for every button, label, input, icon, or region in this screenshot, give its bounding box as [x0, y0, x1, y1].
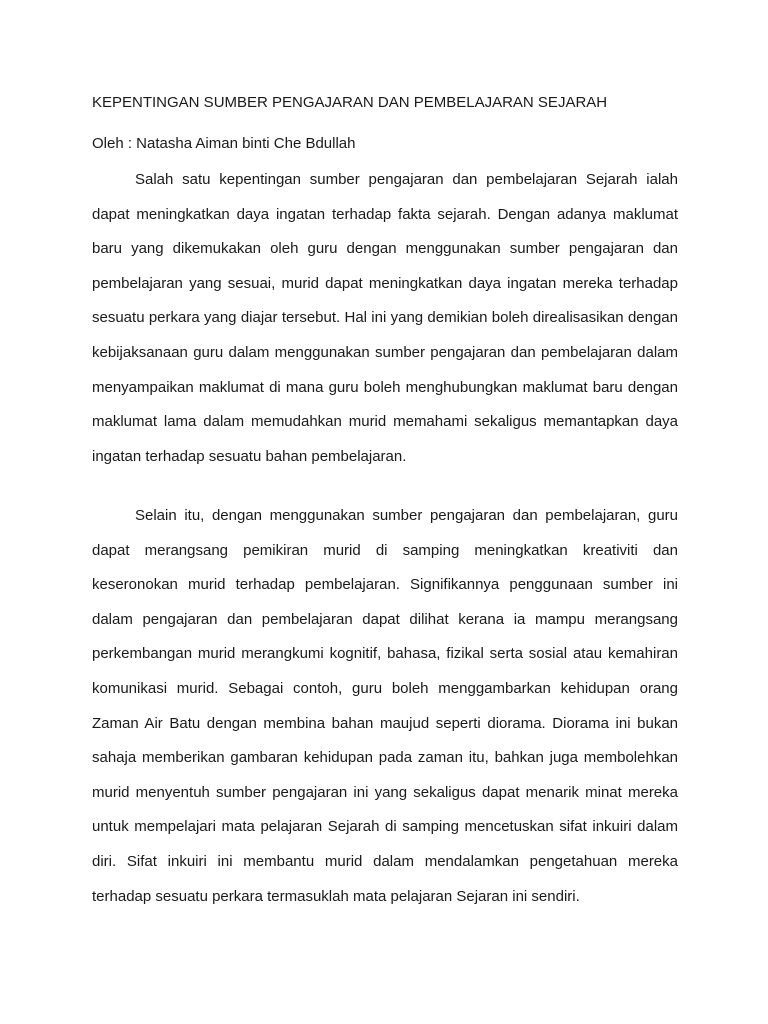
paragraph-line: dalam pengajaran dan pembelajaran dapat dilihat kerana ia mampu merangsang	[92, 610, 678, 628]
paragraph-line: dapat meningkatkan daya ingatan terhadap fakta sejarah. Dengan adanya maklumat	[92, 205, 678, 223]
paragraph-line: menyampaikan maklumat di mana guru boleh menghubungkan maklumat baru dengan	[92, 378, 678, 396]
paragraph-line: untuk mempelajari mata pelajaran Sejarah di samping mencetuskan sifat inkuiri dalam	[92, 818, 678, 836]
paragraph-line: sahaja memberikan gambaran kehidupan pada zaman itu, bahkan juga membolehkan	[92, 749, 678, 767]
author-line: Oleh : Natasha Aiman binti Che Bdullah	[92, 135, 356, 152]
paragraph-line: maklumat lama dalam memudahkan murid memahami sekaligus memantapkan daya	[92, 413, 678, 431]
paragraph-line: komunikasi murid. Sebagai contoh, guru boleh menggambarkan kehidupan orang	[92, 679, 678, 697]
paragraph-line: murid menyentuh sumber pengajaran ini yang sekaligus dapat menarik minat mereka	[92, 783, 678, 801]
paragraph-line: Salah satu kepentingan sumber pengajaran dan pembelajaran Sejarah ialah	[135, 171, 678, 188]
paragraph-line: diri. Sifat inkuiri ini membantu murid dalam mendalamkan pengetahuan mereka	[92, 852, 678, 870]
paragraph-2	[92, 507, 678, 922]
paragraph-line: ingatan terhadap sesuatu bahan pembelajaran.	[92, 447, 407, 465]
paragraph-line: kebijaksanaan guru dalam menggunakan sumber pengajaran dan pembelajaran dalam	[92, 343, 678, 361]
document-title: KEPENTINGAN SUMBER PENGAJARAN DAN PEMBELAJARAN SEJARAH	[92, 94, 608, 111]
paragraph-line: pembelajaran yang sesuai, murid dapat meningkatkan daya ingatan mereka terhadap	[92, 274, 678, 292]
paragraph-line: Zaman Air Batu dengan membina bahan maujud seperti diorama. Diorama ini bukan	[92, 714, 678, 732]
paragraph-line: terhadap sesuatu perkara termasuklah mata pelajaran Sejaran ini sendiri.	[92, 887, 580, 905]
paragraph-line: keseronokan murid terhadap pembelajaran. Signifikannya penggunaan sumber ini	[92, 576, 678, 594]
paragraph-line: Selain itu, dengan menggunakan sumber pengajaran dan pembelajaran, guru	[135, 507, 678, 524]
paragraph-line: dapat merangsang pemikiran murid di samping meningkatkan kreativiti dan	[92, 541, 678, 559]
paragraph-1	[92, 171, 678, 482]
paragraph-line: sesuatu perkara yang diajar tersebut. Hal ini yang demikian boleh direalisasikan dengan	[92, 309, 678, 327]
paragraph-line: perkembangan murid merangkumi kognitif, bahasa, fizikal serta sosial atau kemahiran	[92, 645, 678, 663]
paragraph-line: baru yang dikemukakan oleh guru dengan menggunakan sumber pengajaran dan	[92, 240, 678, 258]
